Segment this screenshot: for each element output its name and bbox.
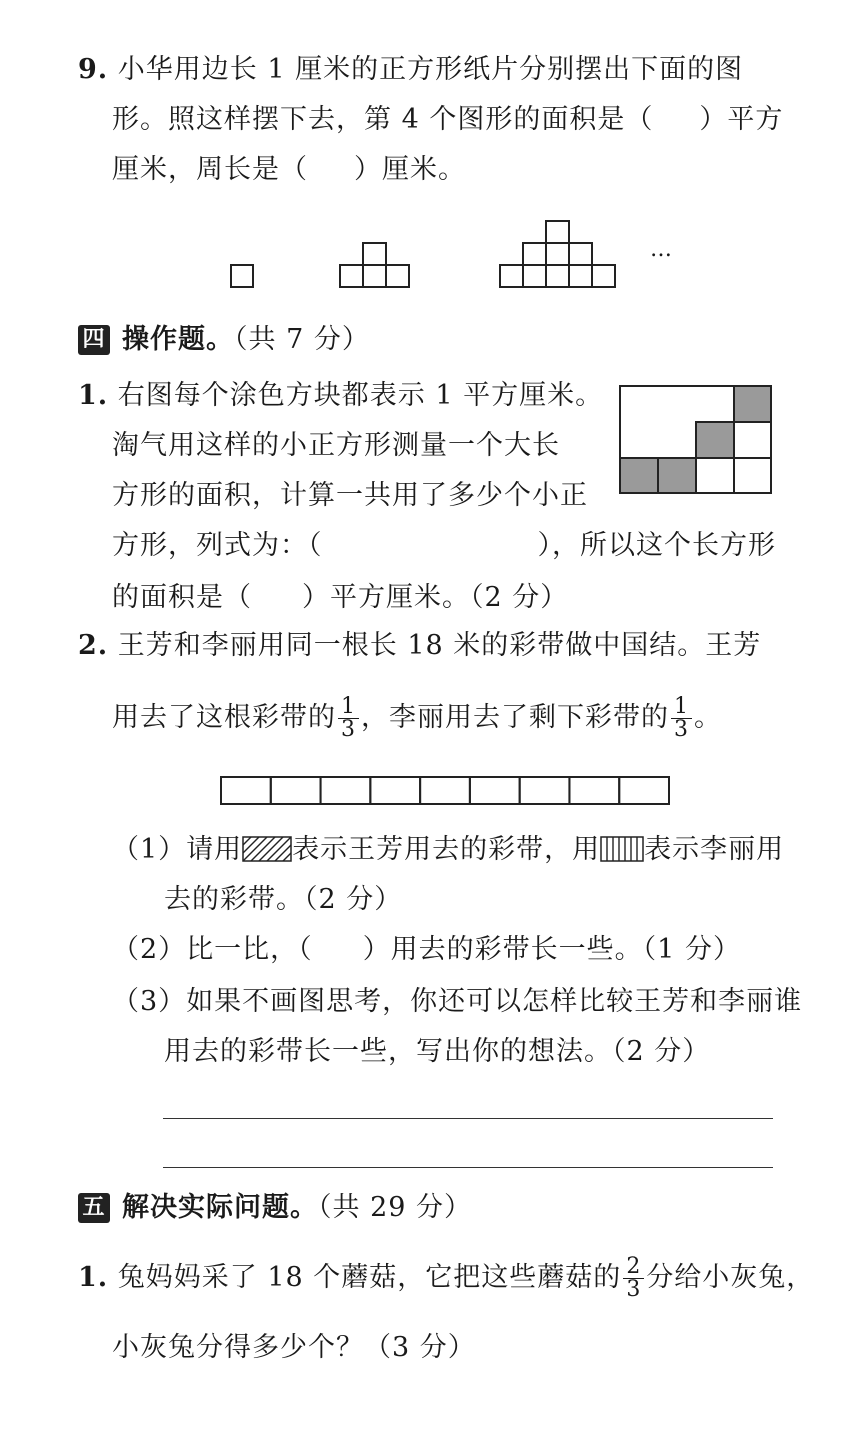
q9-ellipsis: … bbox=[650, 237, 673, 262]
fraction-numerator: 2 bbox=[623, 1256, 644, 1279]
q5-1-line-1 bbox=[78, 1256, 814, 1301]
q5-1-text-1a: 兔妈妈采了 18 个蘑菇，它把这些蘑菇的 bbox=[117, 1262, 622, 1293]
ribbon-segment[interactable] bbox=[221, 777, 271, 804]
sub-1-text-c: 表示李丽用 bbox=[644, 834, 785, 865]
q4-2-number: 2. bbox=[78, 630, 109, 661]
fraction-two-thirds bbox=[623, 1256, 644, 1301]
q5-1-number: 1. bbox=[78, 1262, 109, 1293]
sub-3-text-a: 如果不画图思考，你还可以怎样比较王芳和李丽谁 bbox=[186, 986, 803, 1017]
q5-1-line-2: 小灰兔分得多少个？（3 分） bbox=[112, 1332, 476, 1363]
section-4-badge: 四 bbox=[78, 325, 110, 355]
q9-text-2b: ）平方 bbox=[699, 104, 784, 135]
fraction-numerator: 1 bbox=[671, 696, 692, 719]
q9-text-2a: 形。照这样摆下去，第 4 个图形的面积是（ bbox=[112, 104, 654, 135]
q9-text-3b: ）厘米。 bbox=[354, 154, 466, 185]
q4-2-text-2a: 用去了这根彩带的 bbox=[112, 702, 336, 733]
q4-1-number: 1. bbox=[78, 380, 109, 411]
ribbon-segment[interactable] bbox=[470, 777, 520, 804]
q4-1-text-4a: 方形，列式为：（ bbox=[112, 530, 323, 561]
vertical-hatch-icon bbox=[600, 836, 644, 862]
fraction-denominator: 3 bbox=[341, 717, 356, 742]
q4-1-text-5b: ）平方厘米。（2 分） bbox=[302, 582, 569, 613]
q4-2-text-2c: 。 bbox=[694, 702, 722, 733]
q4-2-sub-3-line-2: 用去的彩带长一些，写出你的想法。（2 分） bbox=[164, 1036, 711, 1067]
q5-1-text-1b: 分给小灰兔， bbox=[646, 1262, 815, 1293]
fraction-denominator: 3 bbox=[674, 717, 689, 742]
sub-1-text-a: 请用 bbox=[186, 834, 243, 865]
q4-2-text-2b: ，李丽用去了剩下彩带的 bbox=[361, 702, 669, 733]
ribbon-segment[interactable] bbox=[619, 777, 669, 804]
fraction-denominator: 3 bbox=[626, 1277, 642, 1302]
ribbon-segment[interactable] bbox=[370, 777, 420, 804]
answer-line[interactable] bbox=[163, 1167, 773, 1168]
section-4-title: 操作题。 bbox=[122, 324, 234, 355]
q9-number: 9. bbox=[78, 54, 109, 85]
diagonal-hatch-icon bbox=[242, 836, 292, 862]
sub-1-text-b: 表示王芳用去的彩带，用 bbox=[292, 834, 601, 865]
q4-2-sub-3-line-1 bbox=[112, 984, 802, 1020]
ribbon-segment[interactable] bbox=[271, 777, 321, 804]
sub-1-label: （1） bbox=[112, 834, 187, 865]
q4-1-line-2: 淘气用这样的小正方形测量一个大长 bbox=[112, 430, 560, 461]
q4-1-text-4b: ），所以这个长方形 bbox=[537, 530, 776, 561]
sub-2-text-a: 比一比，（ bbox=[186, 934, 313, 965]
sub-2-text-b: ）用去的彩带长一些。（1 分） bbox=[362, 934, 741, 965]
sub-2-label: （2） bbox=[112, 934, 187, 965]
q4-2-sub-1-line-1 bbox=[112, 832, 784, 868]
q9-text-3a: 厘米，周长是（ bbox=[112, 154, 308, 185]
ribbon-segment[interactable] bbox=[569, 777, 619, 804]
section-5-title: 解决实际问题。 bbox=[122, 1192, 318, 1223]
ribbon-segment[interactable] bbox=[321, 777, 371, 804]
q9-text-1: 小华用边长 1 厘米的正方形纸片分别摆出下面的图 bbox=[117, 54, 744, 85]
q4-2-sub-1-line-2: 去的彩带。（2 分） bbox=[164, 884, 403, 915]
section-5-score: （共 29 分） bbox=[318, 1192, 473, 1223]
ribbon-segment[interactable] bbox=[420, 777, 470, 804]
q4-1-line-3: 方形的面积，计算一共用了多少个小正 bbox=[112, 480, 588, 511]
answer-line[interactable] bbox=[163, 1118, 773, 1119]
q4-1-text-5a: 的面积是（ bbox=[112, 582, 252, 613]
ribbon-segment[interactable] bbox=[520, 777, 570, 804]
q4-1-text-1: 右图每个涂色方块都表示 1 平方厘米。 bbox=[117, 380, 604, 411]
section-5-badge: 五 bbox=[78, 1193, 110, 1223]
fraction-numerator: 1 bbox=[338, 696, 359, 719]
section-4-score: （共 7 分） bbox=[234, 324, 370, 355]
q4-2-text-1: 王芳和李丽用同一根长 18 米的彩带做中国结。王芳 bbox=[117, 630, 762, 661]
q4-2-sub-2 bbox=[112, 932, 741, 968]
section-5-header bbox=[78, 1190, 472, 1226]
sub-3-label: （3） bbox=[112, 986, 187, 1017]
